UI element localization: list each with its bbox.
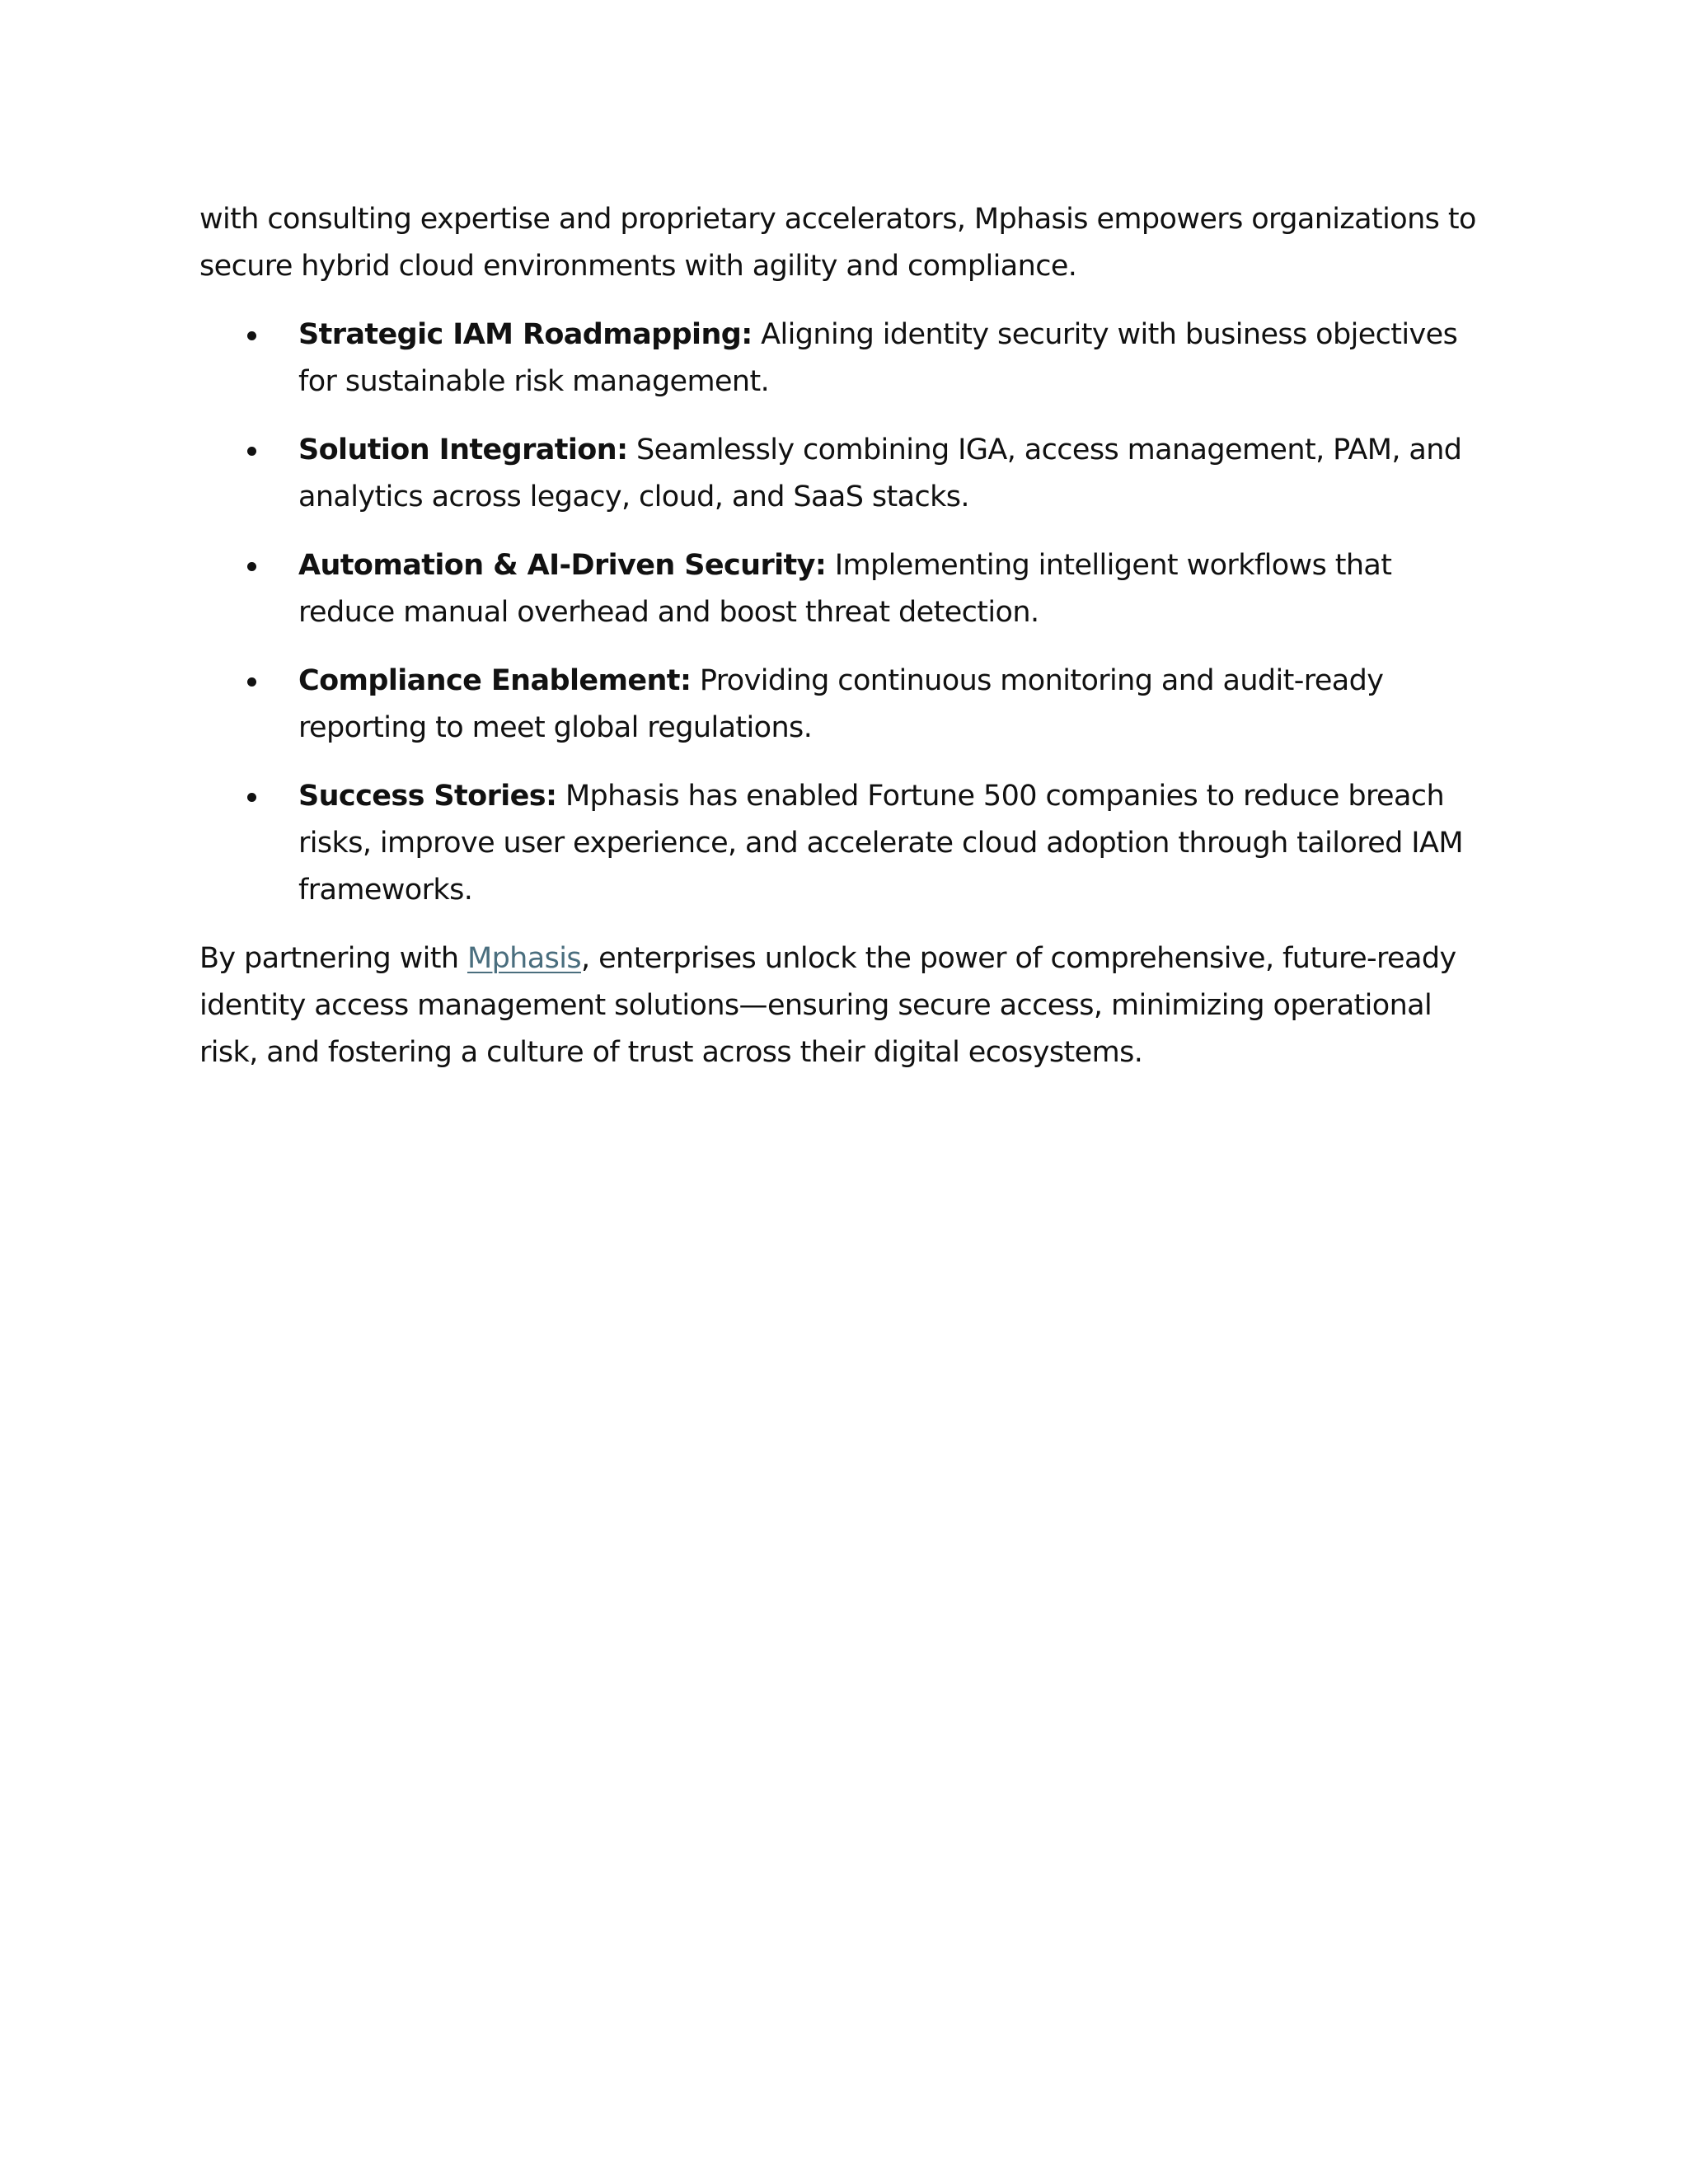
feature-description: Mphasis has enabled Fortune 500 companies to reduce breach risks, improve user experience, and accelerate cloud adoption through tailored IAM frameworks. (298, 780, 1463, 907)
mphasis-link[interactable]: Mphasis (467, 942, 582, 975)
bullet-icon (247, 331, 256, 340)
feature-list (199, 312, 1493, 914)
feature-description: Aligning identity security with business objectives for sustainable risk management. (298, 318, 1458, 398)
feature-description: Providing continuous monitoring and audit-ready reporting to meet global regulations. (298, 664, 1384, 744)
closing-text-end: , enterprises unlock the power of comprehensive, future-ready identity access management solutions—ensuring secure access, minimizing operational risk, and fostering a culture of trust across their digital ecosystems. (199, 942, 1456, 1069)
bullet-icon (247, 793, 256, 802)
feature-term: Solution Integration: (298, 434, 628, 466)
closing-text-start: By partnering with (199, 942, 467, 975)
document-body (199, 196, 1493, 1076)
bullet-icon (247, 562, 256, 571)
list-item (199, 658, 1493, 752)
feature-term: Strategic IAM Roadmapping: (298, 318, 753, 351)
list-item (199, 312, 1493, 405)
list-item (199, 427, 1493, 521)
feature-description: Implementing intelligent workflows that reduce manual overhead and boost threat detection. (298, 549, 1392, 629)
list-item (199, 542, 1493, 636)
intro-paragraph: with consulting expertise and proprietary accelerators, Mphasis empowers organizations to secure hybrid cloud environments with agility and compliance. (199, 203, 1476, 283)
bullet-icon (247, 677, 256, 687)
bullet-icon (247, 447, 256, 456)
closing-paragraph (199, 935, 1493, 1076)
feature-description: Seamlessly combining IGA, access management, PAM, and analytics across legacy, cloud, and SaaS stacks. (298, 434, 1462, 513)
feature-term: Compliance Enablement: (298, 664, 692, 697)
feature-term: Automation & AI-Driven Security: (298, 549, 827, 582)
feature-term: Success Stories: (298, 780, 557, 813)
list-item (199, 773, 1493, 914)
